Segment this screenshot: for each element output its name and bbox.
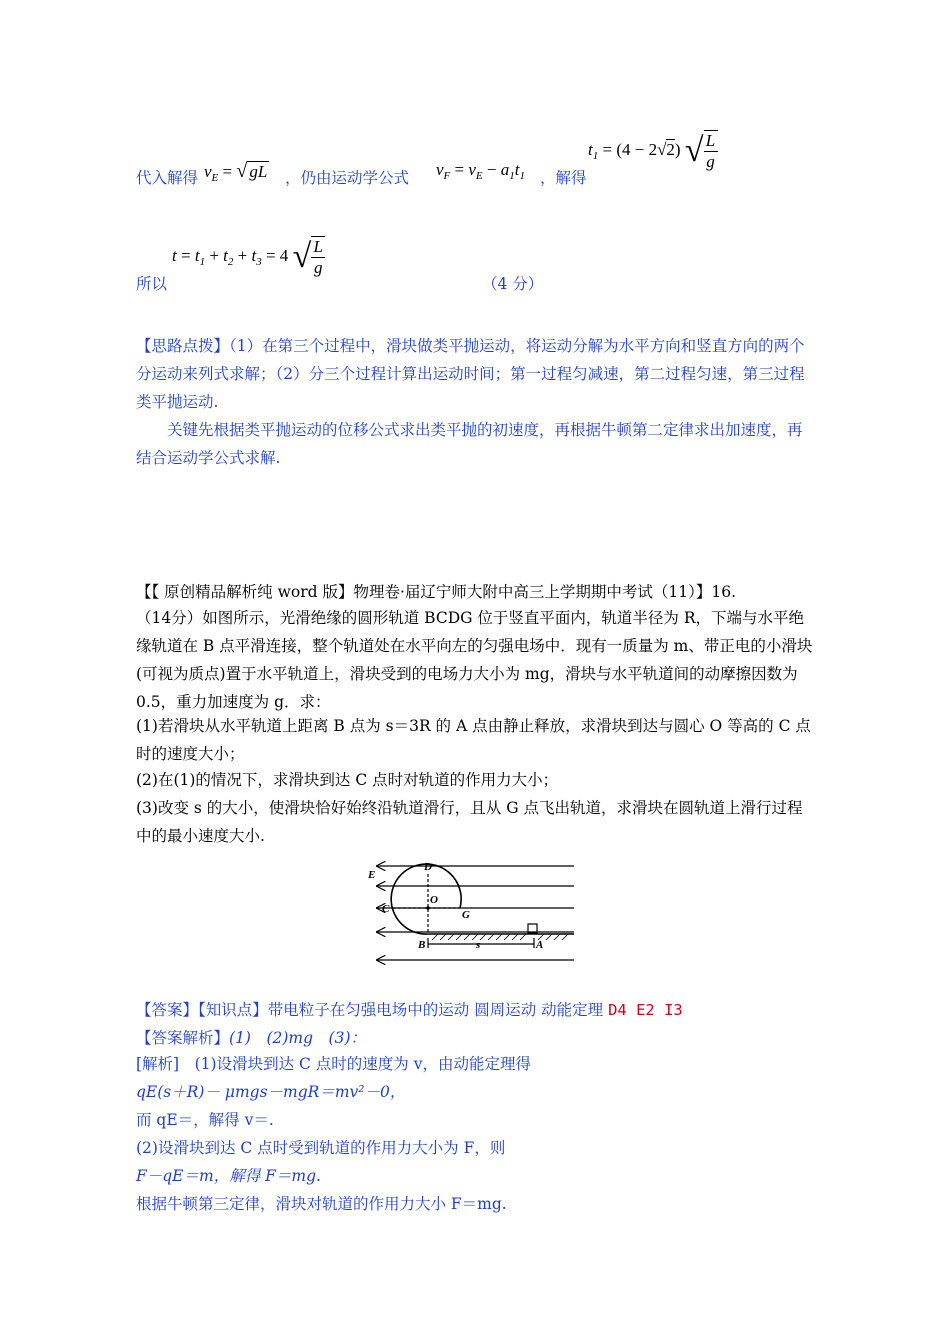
answer-summary: (1) (2)mg (3)：: [229, 1029, 367, 1047]
knowledge-text: 带电粒子在匀强电场中的运动 圆周运动 动能定理: [267, 1001, 604, 1019]
problem-header: 【【 原创精品解析纯 word 版】物理卷·届辽宁师大附中高三上学期期中考试（11）】16.: [136, 583, 737, 601]
line1-mid: ，仍由运动学公式: [285, 169, 410, 187]
equation-t1: $t_1 = (4 - 2√2)$ √ L g: [588, 130, 718, 172]
label-B: B: [418, 939, 426, 951]
equation-vF: $v_F = v_E - a_1t_1$: [436, 160, 525, 182]
label-O: O: [430, 894, 438, 906]
line1-suffix: ，解得: [540, 169, 587, 187]
question-1: (1)若滑块从水平轨道上距离 B 点为 s＝3R 的 A 点由静止释放，求滑块到达与圆心 O 等高的 C 点时的速度大小；: [136, 717, 811, 763]
solution-1: [解析] (1)设滑块到达 C 点时的速度为 v，由动能定理得: [136, 1055, 531, 1073]
answer-summary-line: [136, 1024, 816, 1052]
hint-label: 【思路点拨】: [136, 337, 230, 355]
question-2: (2)在(1)的情况下，求滑块到达 C 点时对轨道的作用力大小；: [136, 771, 559, 789]
hint-paragraph-2: 关键先根据类平抛运动的位移公式求出类平抛的初速度，再根据牛顿第二定律求出加速度，再结合运动学公式求解.: [136, 421, 803, 467]
equation-vE: $v_E$ = √ gL: [204, 160, 268, 184]
solution-2: qE(s＋R)－ μmgs－mgR＝mv²－0，: [136, 1083, 406, 1101]
solution-6: 根据牛顿第三定律，滑块对轨道的作用力大小 F＝mg.: [136, 1195, 507, 1213]
solution-3: 而 qE＝，解得 v＝.: [136, 1111, 274, 1129]
equation-t: $t = t_1 + t_2 + t_3 = 4$ √ L g: [172, 236, 325, 278]
circular-track: [391, 864, 461, 934]
hint-paragraph: [136, 332, 816, 416]
hint-text: （1）在第三个过程中，滑块做类平抛运动，将运动分解为水平方向和竖直方向的两个分运动来列式求解；（2）分三个过程计算出运动时间；第一过程匀减速，第二过程匀速，第三过程类平抛运动.: [136, 337, 805, 411]
label-E: E: [368, 869, 376, 881]
knowledge-label: 【知识点】: [198, 1001, 268, 1019]
knowledge-codes: D4 E2 I3: [608, 1001, 683, 1019]
solution-5: F－qE＝m，解得 F＝mg.: [136, 1167, 321, 1185]
score-4: （4 分）: [482, 275, 544, 293]
question-3: (3)改变 s 的大小，使滑块恰好始终沿轨道滑行，且从 G 点飞出轨道，求滑块在圆轨道上滑行过程中的最小速度大小.: [136, 799, 803, 845]
label-C: C: [382, 903, 390, 915]
answer-analysis-label: 【答案解析】: [136, 1029, 230, 1047]
line2-prefix: 所以: [136, 275, 168, 293]
label-s: s: [476, 939, 481, 951]
track-diagram: [362, 856, 578, 968]
label-A: A: [536, 939, 544, 951]
answer-label: 【答案】: [136, 1001, 199, 1019]
solution-label: [解析]: [136, 1055, 180, 1073]
line1-prefix: 代入解得: [136, 169, 199, 187]
answer-line: [136, 996, 816, 1024]
label-G: G: [462, 909, 470, 921]
label-D: D: [424, 861, 432, 873]
problem-intro: （14分）如图所示，光滑绝缘的圆形轨道 BCDG 位于竖直平面内，轨道半径为 R，下端与水平绝缘轨道在 B 点平滑连接，整个轨道处在水平向左的匀强电场中．现有一质量为 m、带正电的小滑块(可视为质点)置于水平轨道上，滑块受到的电场力大小为 mg，滑块与水平轨道间的动摩擦因数为 0.5，重力加速度为 g．求：: [136, 609, 813, 711]
solution-4: (2)设滑块到达 C 点时受到轨道的作用力大小为 F，则: [136, 1139, 506, 1157]
